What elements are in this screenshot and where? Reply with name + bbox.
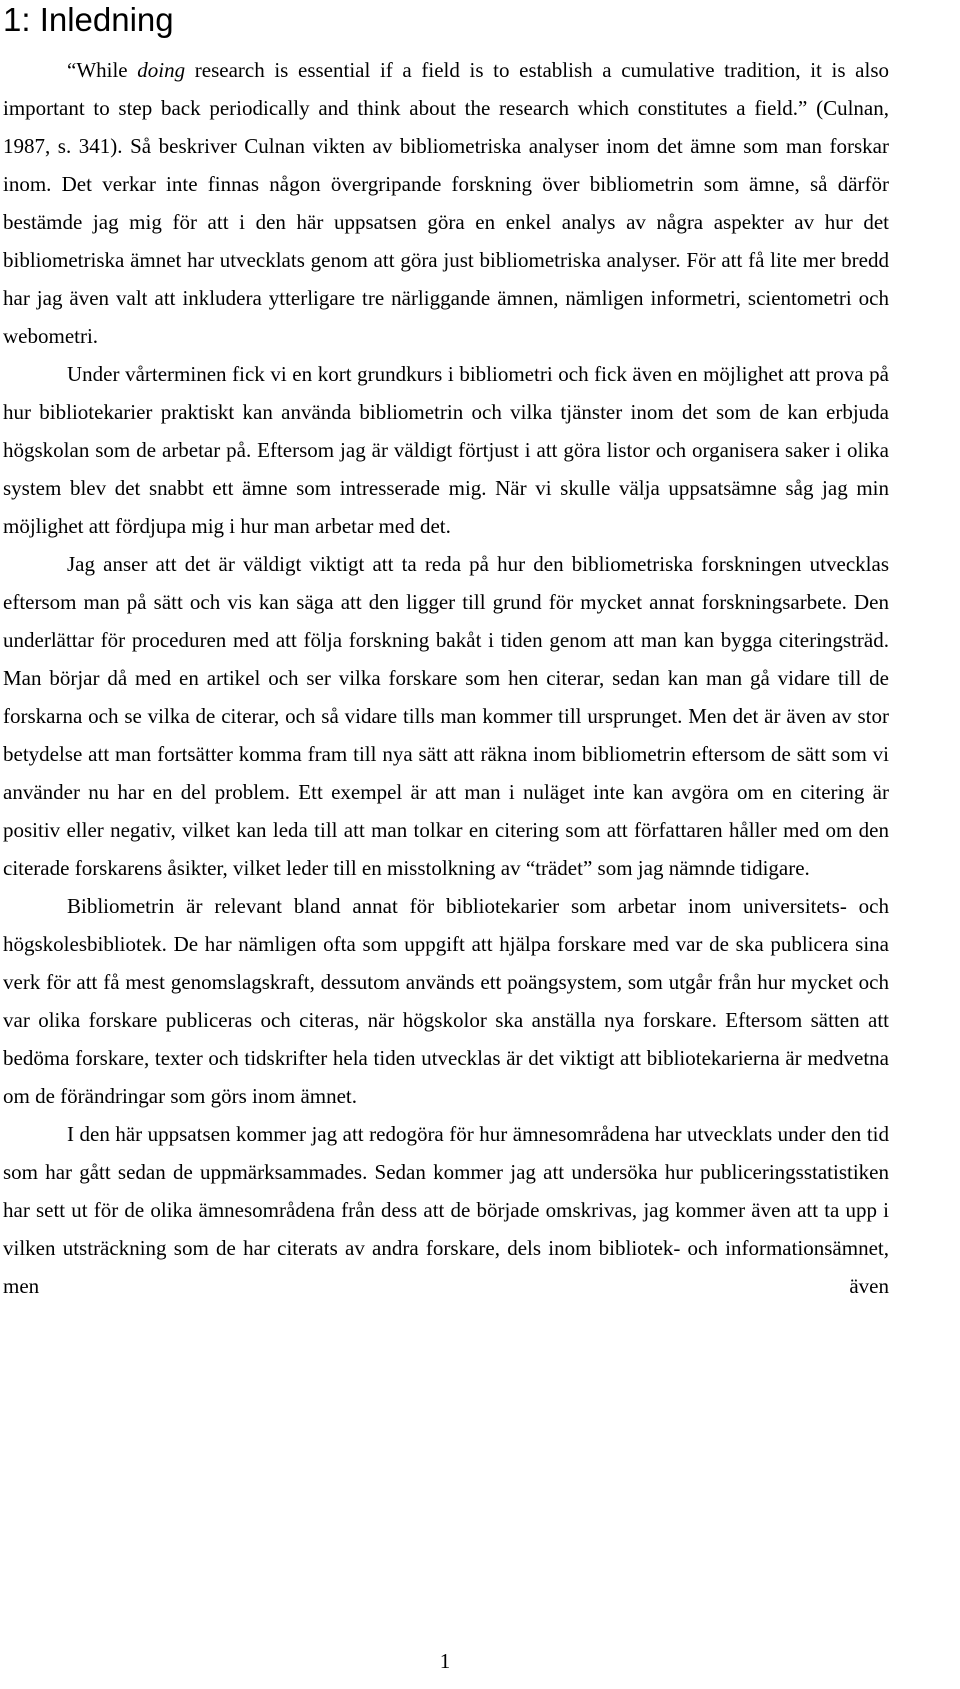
paragraph [3,355,889,545]
text-run: I den här uppsatsen kommer jag att redogöra för hur ämnesområdena har utvecklats under den tid som har gått sedan de uppmärksammades. Sedan kommer jag att undersöka hur publiceringsstatistiken har sett ut för de olika ämnesområdena från dess att de började omskrivas, jag kommer även att ta upp i vilken utsträckning som de har citerats av andra forskare, dels inom bibliotek- och informationsämnet, men även [3,1122,889,1298]
body-text [3,51,889,1305]
text-run: Bibliometrin är relevant bland annat för bibliotekarier som arbetar inom universitets- och högskolesbibliotek. De har nämligen ofta som uppgift att hjälpa forskare med var de ska publicera sina verk för att få mest genomslagskraft, dessutom används ett poängsystem, som utgår från hur mycket och var olika forskare publiceras och citeras, när högskolor ska anställa nya forskare. Eftersom sätten att bedöma forskare, texter och tidskrifter hela tiden utvecklas är det viktigt att bibliotekarierna är medvetna om de förändringar som görs inom ämnet. [3,894,889,1108]
chapter-heading: 1: Inledning [3,1,174,38]
text-run: Under vårterminen fick vi en kort grundkurs i bibliometri och fick även en möjlighet att prova på hur bibliotekarier praktiskt kan använda bibliometrin och vilka tjänster inom det som de kan erbjuda högskolan som de arbetar på. Eftersom jag är väldigt förtjust i att göra listor och organisera saker i olika system blev det snabbt ett ämne som intresserade mig. När vi skulle välja uppsatsämne såg jag min möjlighet att fördjupa mig i hur man arbetar med det. [3,362,889,538]
paragraph [3,887,889,1115]
paragraph [3,545,889,887]
text-run: research is essential if a field is to establish a cumulative tradition, it is also important to step back periodically and think about the research which constitutes a field.” (Culnan, 1987, s. 341). Så beskriver Culnan vikten av bibliometriska analyser inom det ämne som man forskar inom. Det verkar inte finnas någon övergripande forskning över bibliometrin som ämne, så därför bestämde jag mig för att i den här uppsatsen göra en enkel analys av några aspekter av hur det bibliometriska ämnet har utvecklats genom att göra just bibliometriska analyser. För att få lite mer bredd har jag även valt att inkludera ytterligare tre närliggande ämnen, nämligen informetri, scientometri och webometri. [3,58,889,348]
text-run: “While [67,58,138,82]
text-run: Jag anser att det är väldigt viktigt att ta reda på hur den bibliometriska forskningen utvecklas eftersom man på sätt och vis kan säga att den ligger till grund för mycket annat forskningsarbete. Den underlättar för proceduren med att följa forskning bakåt i tiden genom att man kan bygga citeringsträd. Man börjar då med en artikel och ser vilka forskare som hen citerar, sedan kan man gå vidare till de forskarna och se vilka de citerar, och så vidare tills man kommer till ursprunget. Men det är även av stor betydelse att man fortsätter komma fram till nya sätt att räkna inom bibliometrin eftersom de sätt som vi använder nu har en del problem. Ett exempel är att man i nuläget inte kan avgöra om en citering är positiv eller negativ, vilket kan leda till att man tolkar en citering som att författaren håller med om den citerade forskarens åsikter, vilket leder till en misstolkning av “trädet” som jag nämnde tidigare. [3,552,889,880]
emphasis-run: doing [137,58,186,82]
page-number: 1 [439,1649,451,1673]
paragraph [3,51,889,355]
paragraph [3,1115,889,1305]
